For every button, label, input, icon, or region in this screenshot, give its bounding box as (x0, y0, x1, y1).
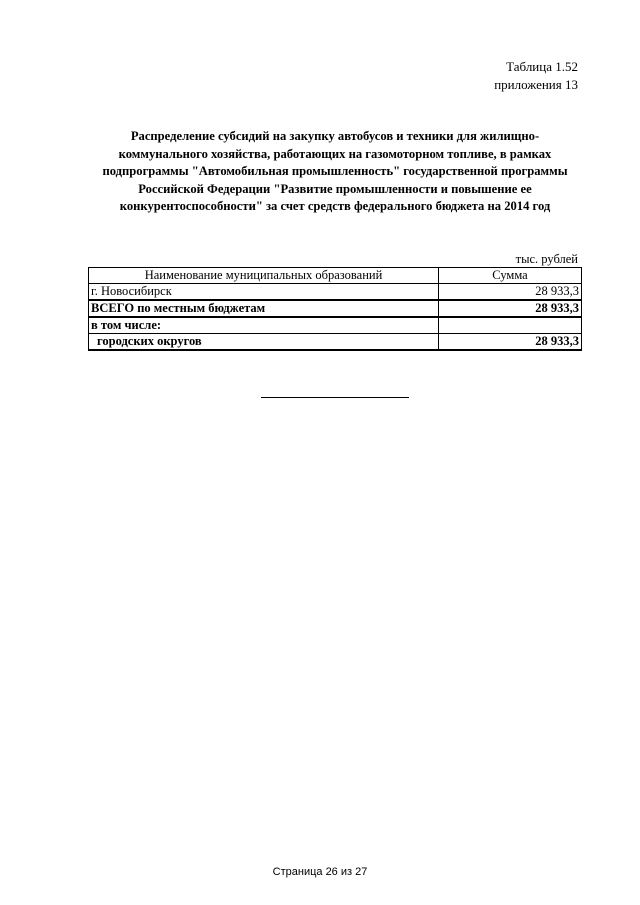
table-header-row (89, 268, 582, 284)
title-line: коммунального хозяйства, работающих на газомоторном топливе, в рамках (118, 146, 552, 161)
document-title (92, 128, 578, 216)
table-row (89, 317, 582, 334)
page-footer: Страница 26 из 27 (272, 866, 368, 878)
title-line: Российской Федерации "Развитие промышленности и повышение ее (138, 181, 532, 196)
column-header-name: Наименование муниципальных образований (89, 268, 439, 284)
row-name: в том числе: (89, 317, 439, 334)
subsidy-table (88, 267, 582, 351)
table-number: Таблица 1.52 (506, 59, 578, 74)
column-header-sum: Сумма (439, 268, 582, 284)
row-name: городских округов (89, 334, 439, 351)
row-name: ВСЕГО по местным бюджетам (89, 300, 439, 317)
table-reference (494, 58, 578, 94)
row-name: г. Новосибирск (89, 284, 439, 301)
table-row (89, 284, 582, 301)
appendix-label: приложения 13 (494, 77, 578, 92)
units-label: тыс. рублей (515, 252, 578, 266)
row-sum: 28 933,3 (439, 300, 582, 317)
table-row (89, 334, 582, 351)
end-divider (261, 397, 409, 398)
table-row-total (89, 300, 582, 317)
row-sum (439, 317, 582, 334)
title-line: Распределение субсидий на закупку автобусов и техники для жилищно- (130, 129, 540, 143)
row-sum: 28 933,3 (439, 284, 582, 301)
title-line: подпрограммы "Автомобильная промышленность" государственной программы (102, 164, 568, 178)
title-line: конкурентоспособности" за счет средств федерального бюджета на 2014 год (119, 199, 551, 213)
row-sum: 28 933,3 (439, 334, 582, 351)
